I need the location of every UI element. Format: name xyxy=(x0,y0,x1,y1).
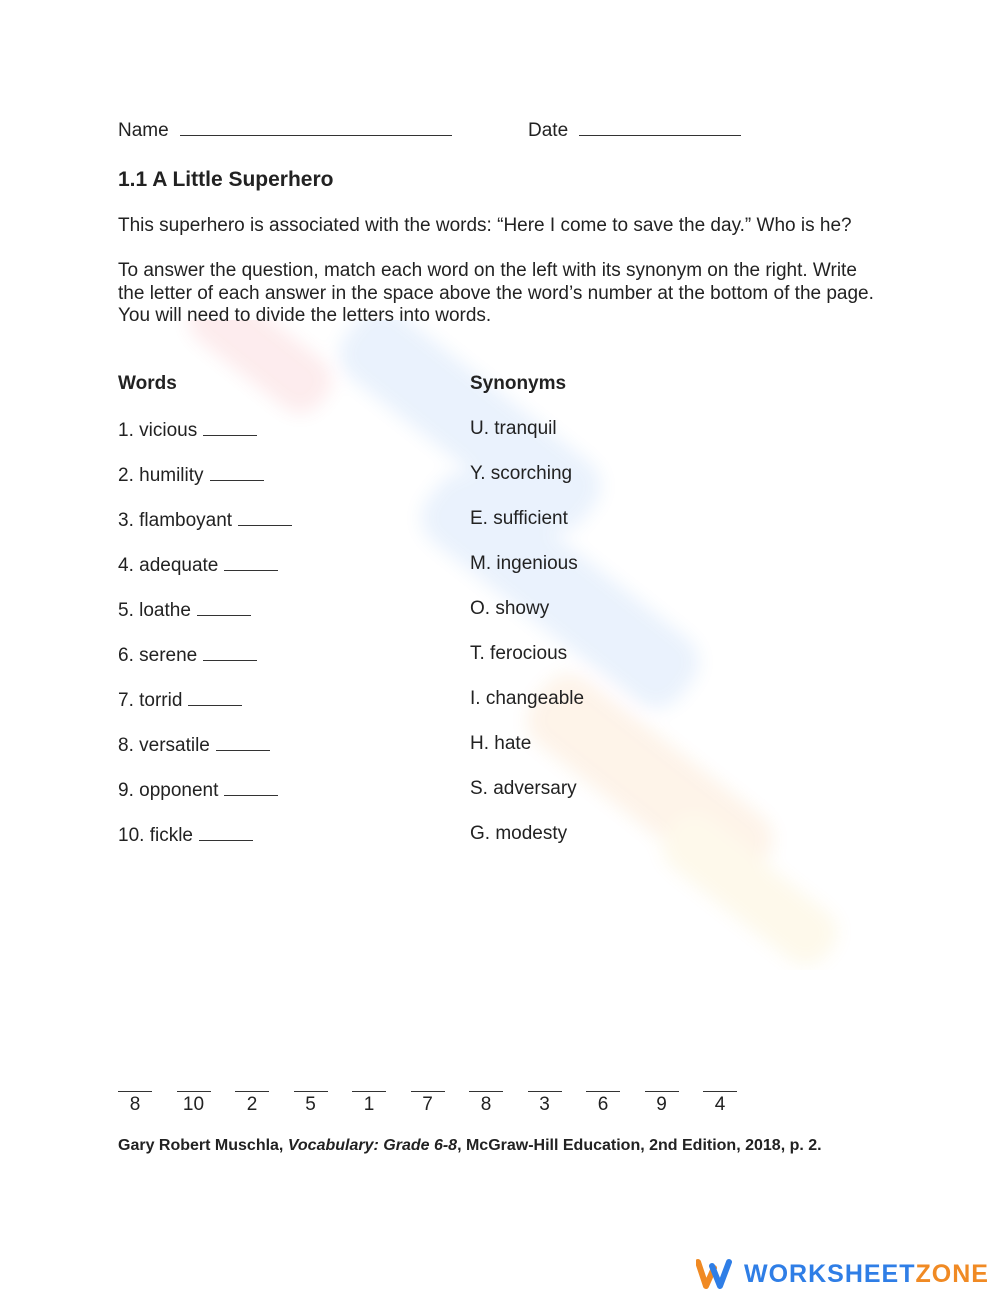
date-field[interactable] xyxy=(528,118,741,142)
answer-slot-line[interactable] xyxy=(469,1091,503,1092)
word-label: 1. vicious xyxy=(118,420,198,441)
worksheetzone-w-icon xyxy=(696,1258,732,1290)
citation xyxy=(118,1137,822,1155)
answer-slot-line[interactable] xyxy=(294,1091,328,1092)
synonyms-heading: Synonyms xyxy=(470,373,567,394)
synonym-item: M. ingenious xyxy=(470,553,578,574)
answer-slot[interactable] xyxy=(118,1080,152,1116)
word-label: 4. adequate xyxy=(118,555,219,576)
answer-slot[interactable] xyxy=(703,1080,737,1116)
word-item xyxy=(118,508,292,532)
answer-blank[interactable] xyxy=(224,778,278,796)
word-item xyxy=(118,598,251,622)
answer-blank[interactable] xyxy=(210,463,264,481)
answer-blank[interactable] xyxy=(197,598,251,616)
word-item xyxy=(118,823,253,847)
answer-slot-line[interactable] xyxy=(177,1091,211,1092)
name-field[interactable] xyxy=(118,118,452,142)
answer-blank[interactable] xyxy=(238,508,292,526)
instructions-text: To answer the question, match each word on the left with its synonym on the right. Write the letter of each answer in the space above the word’s number at the bottom of the page. You will need to divide the letters into words. xyxy=(118,260,874,326)
synonym-item: O. showy xyxy=(470,598,550,619)
word-label: 9. opponent xyxy=(118,780,219,801)
answer-blank[interactable] xyxy=(199,823,253,841)
brand-part1: WORKSHEET xyxy=(744,1259,916,1288)
answer-slot-number: 9 xyxy=(656,1094,667,1115)
answer-row xyxy=(118,1080,758,1120)
page-title: 1.1 A Little Superhero xyxy=(118,168,334,191)
synonym-item: T. ferocious xyxy=(470,643,568,664)
synonym-item: H. hate xyxy=(470,733,532,754)
answer-slot[interactable] xyxy=(352,1080,386,1116)
synonym-item: E. sufficient xyxy=(470,508,568,529)
worksheetzone-wordmark xyxy=(744,1260,989,1289)
synonym-item: U. tranquil xyxy=(470,418,557,439)
word-label: 5. loathe xyxy=(118,600,191,621)
answer-slot-number: 8 xyxy=(129,1094,141,1115)
answer-slot-line[interactable] xyxy=(645,1091,679,1092)
answer-slot-number: 10 xyxy=(182,1094,205,1115)
answer-slot-number: 8 xyxy=(480,1094,492,1115)
answer-slot-line[interactable] xyxy=(235,1091,269,1092)
answer-slot[interactable] xyxy=(235,1080,269,1116)
answer-slot-number: 6 xyxy=(597,1094,609,1115)
answer-blank[interactable] xyxy=(216,733,270,751)
word-label: 6. serene xyxy=(118,645,198,666)
worksheetzone-logo xyxy=(696,1256,989,1292)
synonym-item: S. adversary xyxy=(470,778,577,799)
name-label: Name xyxy=(118,120,169,141)
date-blank[interactable] xyxy=(579,118,741,136)
answer-blank[interactable] xyxy=(203,418,257,436)
answer-slot-line[interactable] xyxy=(586,1091,620,1092)
answer-slot-number: 2 xyxy=(246,1094,258,1115)
answer-slot-line[interactable] xyxy=(703,1091,737,1092)
answer-slot[interactable] xyxy=(586,1080,620,1116)
answer-slot-number: 4 xyxy=(714,1094,726,1115)
answer-slot-number: 1 xyxy=(363,1094,375,1115)
brand-part2: ZONE xyxy=(915,1259,989,1288)
word-label: 3. flamboyant xyxy=(118,510,233,531)
answer-slot-number: 7 xyxy=(422,1094,433,1115)
word-label: 2. humility xyxy=(118,465,204,486)
word-item xyxy=(118,778,278,802)
answer-slot-line[interactable] xyxy=(352,1091,386,1092)
answer-slot[interactable] xyxy=(645,1080,679,1116)
word-label: 8. versatile xyxy=(118,735,210,756)
answer-slot-number: 5 xyxy=(305,1094,316,1115)
word-item xyxy=(118,418,257,442)
answer-slot-line[interactable] xyxy=(411,1091,445,1092)
answer-blank[interactable] xyxy=(203,643,257,661)
words-heading: Words xyxy=(118,373,177,394)
answer-slot[interactable] xyxy=(294,1080,328,1116)
answer-slot-line[interactable] xyxy=(118,1091,152,1092)
synonym-item: G. modesty xyxy=(470,823,568,844)
citation-book: Vocabulary: Grade 6-8 xyxy=(287,1137,458,1154)
answer-slot[interactable] xyxy=(528,1080,562,1116)
word-label: 7. torrid xyxy=(118,690,183,711)
answer-slot-line[interactable] xyxy=(528,1091,562,1092)
answer-slot[interactable] xyxy=(469,1080,503,1116)
word-item xyxy=(118,553,278,577)
synonym-item: I. changeable xyxy=(470,688,585,709)
answer-slot[interactable] xyxy=(411,1080,445,1116)
word-label: 10. fickle xyxy=(118,825,193,846)
name-blank[interactable] xyxy=(180,118,452,136)
word-item xyxy=(118,688,242,712)
word-item xyxy=(118,643,257,667)
answer-blank[interactable] xyxy=(224,553,278,571)
date-label: Date xyxy=(528,120,569,141)
word-item xyxy=(118,463,264,487)
answer-slot[interactable] xyxy=(177,1080,211,1116)
answer-blank[interactable] xyxy=(188,688,242,706)
citation-rest: , McGraw-Hill Education, 2nd Edition, 2018, p. 2. xyxy=(457,1137,822,1154)
answer-slot-number: 3 xyxy=(539,1094,550,1115)
word-item xyxy=(118,733,270,757)
synonym-item: Y. scorching xyxy=(470,463,573,484)
citation-author: Gary Robert Muschla, xyxy=(118,1137,288,1154)
intro-text: This superhero is associated with the words: “Here I come to save the day.” Who is he? xyxy=(118,215,852,236)
